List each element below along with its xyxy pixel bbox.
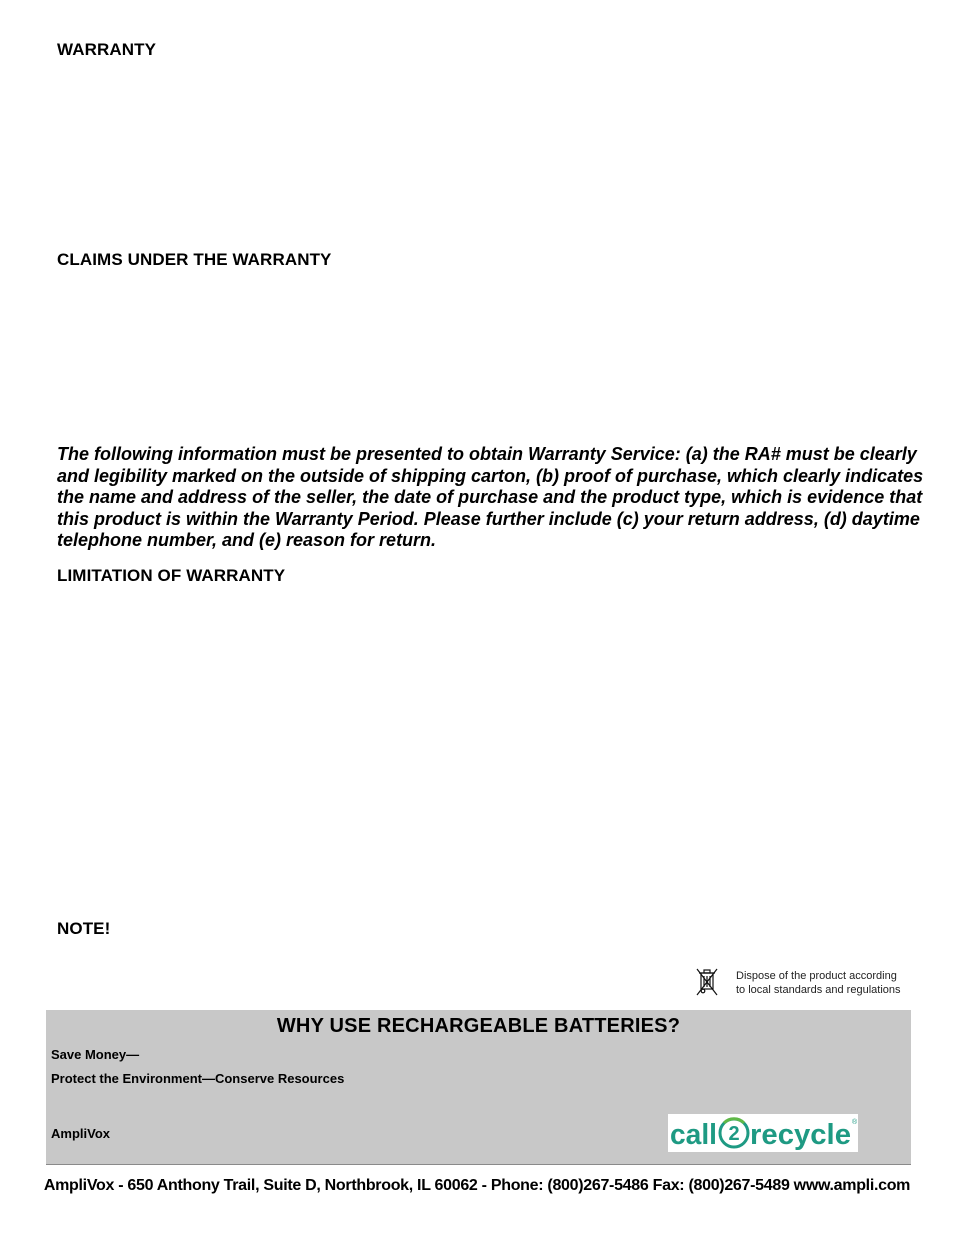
disposal-line-1: Dispose of the product according — [736, 970, 897, 982]
call2recycle-logo-graphic — [668, 1114, 858, 1152]
limitation-heading: LIMITATION OF WARRANTY — [57, 566, 286, 585]
disposal-notice — [694, 967, 924, 999]
warranty-service-requirements: The following information must be presented to obtain Warranty Service: (a) the RA# must be clearly and legibility marked on the outside of shipping carton, (b) proof of purchase, which clearly indicates the name and address of the seller, the date of purchase and the product type, which is evidence that this product is within the Warranty Period. Please further include (c) your return address, (d) daytime telephone number, and (e) reason for return. — [57, 444, 924, 551]
crossed-out-wheelie-bin-icon — [694, 967, 720, 997]
warranty-heading: WARRANTY — [57, 40, 157, 59]
logo-recycle-text: recycle — [750, 1119, 851, 1151]
disposal-line-2: to local standards and regulations — [736, 984, 901, 996]
brand-name: AmpliVox — [51, 1126, 110, 1141]
logo-call-text: call — [670, 1119, 717, 1151]
protect-environment-line: Protect the Environment—Conserve Resources — [51, 1071, 345, 1086]
logo-registered-mark: ® — [852, 1119, 858, 1126]
call2recycle-logo — [668, 1114, 858, 1152]
note-heading: NOTE! — [57, 919, 111, 938]
rechargeable-batteries-panel — [46, 1010, 911, 1165]
claims-heading: CLAIMS UNDER THE WARRANTY — [57, 250, 332, 269]
save-money-line: Save Money— — [51, 1047, 140, 1062]
batteries-title: WHY USE RECHARGEABLE BATTERIES? — [276, 1015, 681, 1037]
footer-contact-line: AmpliVox - 650 Anthony Trail, Suite D, Northbrook, IL 60062 - Phone: (800)267-5486 Fax: (800)267-5489 www.ampli.com — [43, 1177, 911, 1194]
logo-number-text: 2 — [728, 1123, 740, 1145]
